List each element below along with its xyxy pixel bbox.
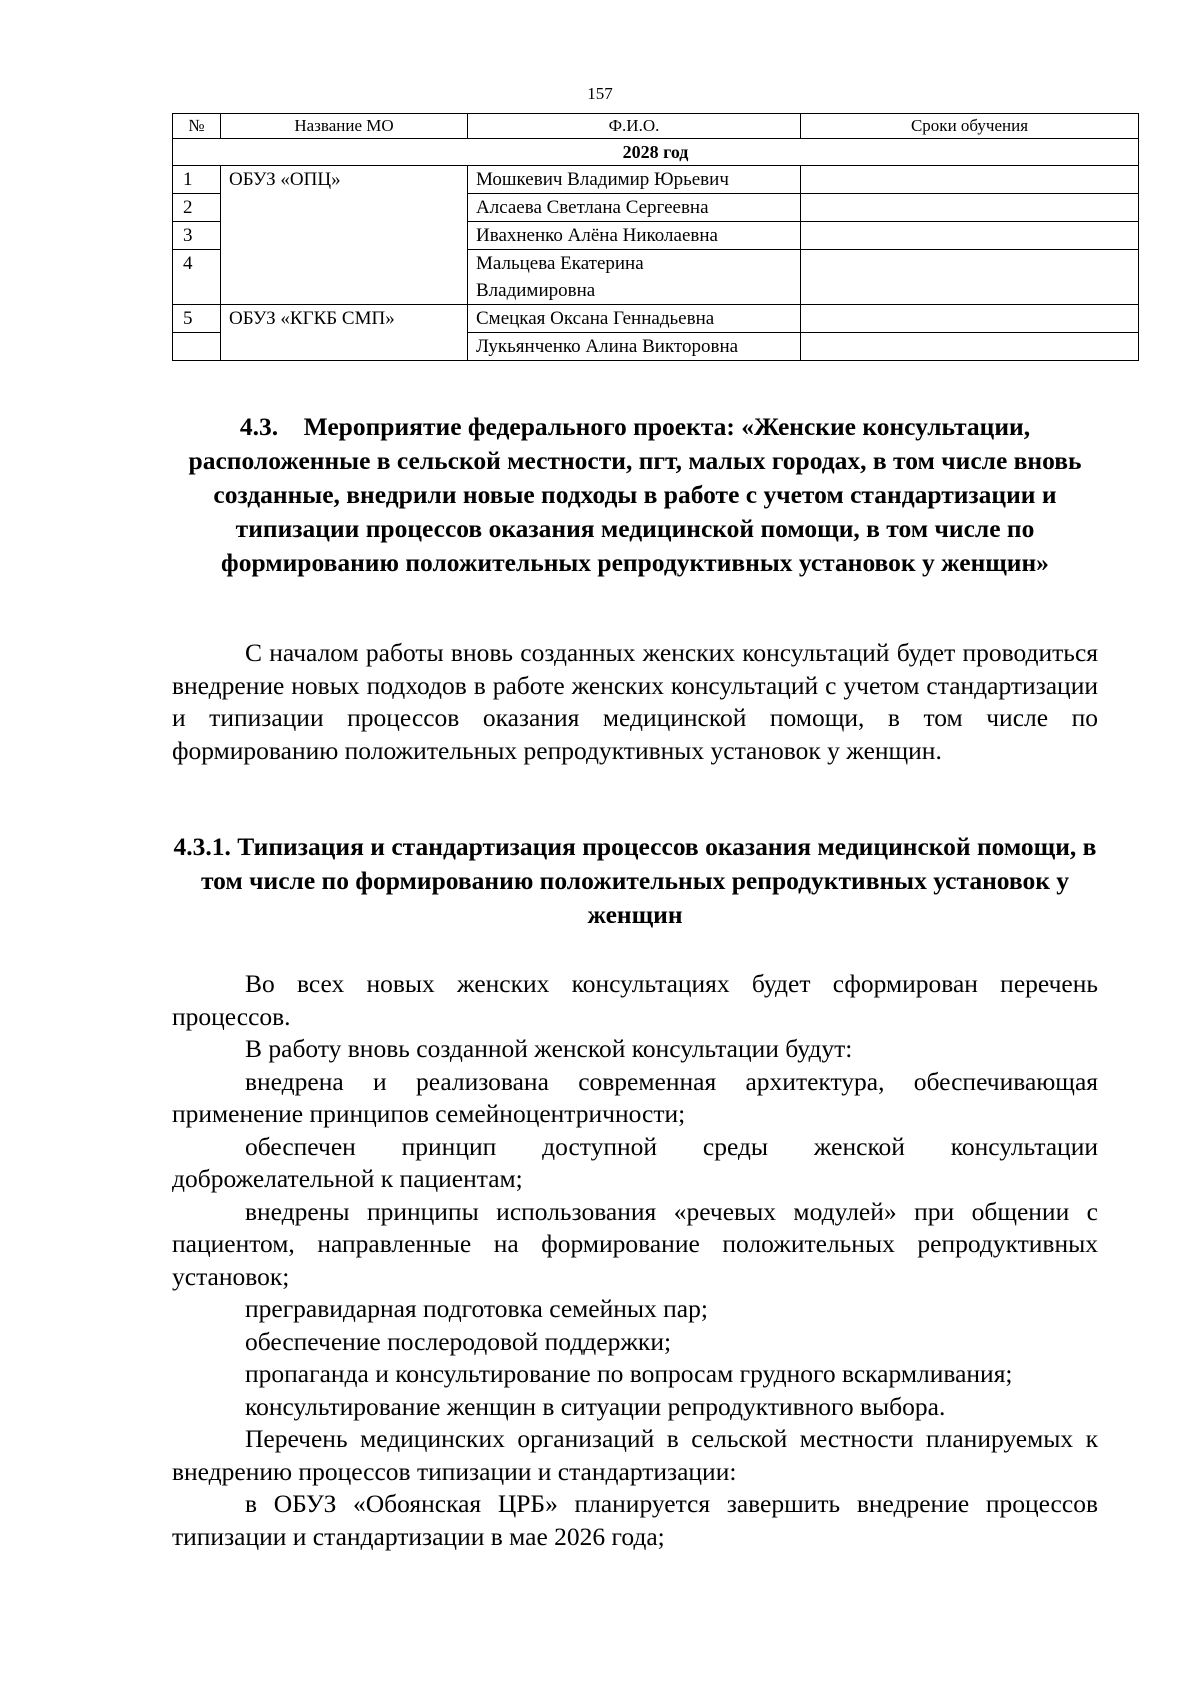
header-full-name: Ф.И.О. — [468, 114, 801, 139]
list-item: внедрена и реализована современная архитектура, обеспечивающая применение принципов семейноцентричности; — [172, 1066, 1098, 1128]
paragraph: Во всех новых женских консультациях будет сформирован перечень процессов. — [172, 969, 1098, 1031]
training-term — [801, 333, 1139, 361]
row-number: 4 — [173, 250, 221, 305]
paragraph: С началом работы вновь созданных женских консультаций будет проводиться внедрение новых подходов в работе женских консультаций с учетом стандартизации и типизации процессов оказания медицинской помощи, в том числе по формированию положительных репродуктивных установок у женщин. — [172, 638, 1098, 765]
list-item: прегравидарная подготовка семейных пар; — [245, 1294, 708, 1323]
row-number: 2 — [173, 194, 221, 222]
row-number: 3 — [173, 222, 221, 250]
paragraph: Перечень медицинских организаций в сельской местности планируемых к внедрению процессов типизации и стандартизации: — [172, 1424, 1098, 1486]
person-name: Смецкая Оксана Геннадьевна — [468, 305, 801, 333]
row-number: 1 — [173, 166, 221, 194]
year-label: 2028 год — [173, 139, 1139, 166]
table-header-row — [173, 114, 1139, 139]
person-name: Алсаева Светлана Сергеевна — [468, 194, 801, 222]
person-name: Мальцева Екатерина Владимировна — [468, 250, 801, 305]
paragraph: В работу вновь созданной женской консультации будут: — [245, 1034, 853, 1063]
training-term — [801, 305, 1139, 333]
list-item: консультирование женщин в ситуации репродуктивного выбора. — [245, 1391, 946, 1421]
section-4-3-1-heading: 4.3.1. Типизация и стандартизация процессов оказания медицинской помощи, в том числе по формированию положительных репродуктивных установок у женщин — [173, 832, 1097, 929]
list-item: обеспечен принцип доступной среды женской консультации доброжелательной к пациентам; — [172, 1131, 1098, 1193]
header-number: № — [173, 114, 221, 139]
training-table — [172, 113, 1139, 361]
org-name: ОБУЗ «КГКБ СМП» — [221, 305, 468, 361]
page-number: 157 — [587, 84, 613, 103]
section-4-3-1-body — [172, 968, 1098, 1553]
org-name: ОБУЗ «ОПЦ» — [221, 166, 468, 305]
training-term — [801, 166, 1139, 194]
header-training-term: Сроки обучения — [801, 114, 1139, 139]
training-term — [801, 250, 1139, 305]
person-name: Лукьянченко Алина Викторовна — [468, 333, 801, 361]
person-name: Ивахненко Алёна Николаевна — [468, 222, 801, 250]
list-item: внедрены принципы использования «речевых модулей» при общении с пациентом, направленные на формирование положительных репродуктивных установок; — [172, 1196, 1098, 1291]
list-item: пропаганда и консультирование по вопросам грудного вскармливания; — [245, 1359, 1013, 1388]
table-row — [173, 166, 1139, 194]
row-number — [173, 333, 221, 361]
person-name: Мошкевич Владимир Юрьевич — [468, 166, 801, 194]
training-term — [801, 222, 1139, 250]
training-term — [801, 194, 1139, 222]
row-number: 5 — [173, 305, 221, 333]
table-row — [173, 305, 1139, 333]
year-row — [173, 139, 1139, 166]
list-item: обеспечение послеродовой поддержки; — [245, 1326, 672, 1356]
section-4-3-heading: 4.3. Мероприятие федерального проекта: «Женские консультации, расположенные в сельской местности, пгт, малых городах, в том числе вновь созданные, внедрили новые подходы в работе с учетом стандартизации и типизации процессов оказания медицинской помощи, в том числе по формированию положительных репродуктивных установок у женщин» — [188, 412, 1088, 577]
header-org-name: Название МО — [221, 114, 468, 139]
list-item: в ОБУЗ «Обоянская ЦРБ» планируется завершить внедрение процессов типизации и стандартизации в мае 2026 года; — [172, 1489, 1098, 1551]
section-4-3-body — [172, 637, 1098, 767]
